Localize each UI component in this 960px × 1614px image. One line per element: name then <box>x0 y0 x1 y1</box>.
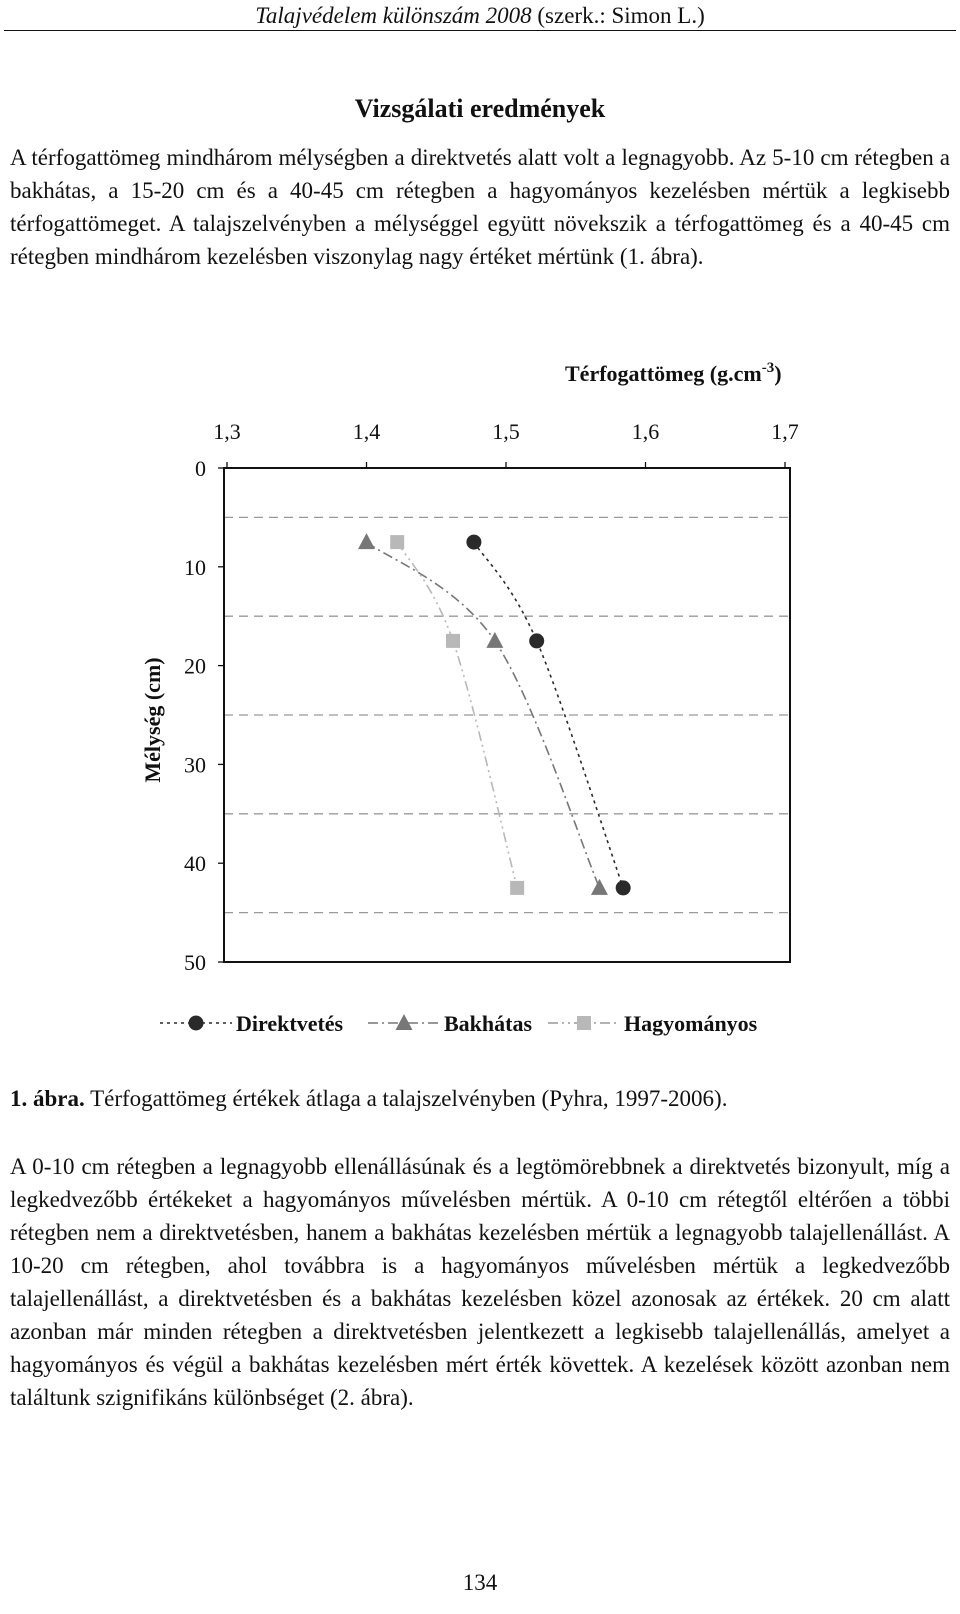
section-title: Vizsgálati eredmények <box>354 94 606 123</box>
data-point <box>591 879 608 895</box>
x-tick-label: 1,5 <box>492 419 520 444</box>
data-point <box>529 633 544 648</box>
y-axis-title: Mélység (cm) <box>140 657 165 783</box>
journal-name: Talajvédelem különszám 2008 <box>255 3 532 28</box>
editor-note: (szerk.: Simon L.) <box>537 3 705 28</box>
y-tick-label: 20 <box>184 653 206 679</box>
header-rule <box>4 30 956 31</box>
data-point <box>466 535 481 550</box>
data-point <box>446 634 460 648</box>
y-tick-label: 0 <box>195 456 206 481</box>
depth-density-chart <box>0 350 960 1075</box>
y-tick-label: 10 <box>184 554 206 580</box>
x-tick-label: 1,7 <box>771 419 799 444</box>
y-tick-label: 40 <box>184 851 206 877</box>
x-tick-label: 1,3 <box>213 419 241 444</box>
legend-label: Bakhátas <box>444 1011 533 1036</box>
paragraph-2: A 0-10 cm rétegben a legnagyobb ellenállásúnak és a legtömörebbnek a direktvetés bizonyult, míg a legkedvezőbb értékeket a hagyományos művelésben mértük. A 0-10 cm rétegtől eltérően a többi rétegben nem a direktvetésben, hanem a bakhátas kezelésben mértük a legnagyobb talajellenállást. A 10-20 cm rétegben, ahol továbbra is a hagyományos művelésben mértük a legkedvezőbb talajellenállást, a direktvetésben és a bakhátas kezelésben közel azonosak az értékek. 20 cm alatt azonban már minden rétegben a direktvetésben jelentkezett a legkisebb talajellenállás, amelyet a hagyományos és végül a bakhátas kezelésben mért érték követtek. A kezelések között azonban nem találtunk szignifikáns különbséget (2. ábra). <box>10 1154 950 1410</box>
figure-label: 1. ábra. <box>10 1086 85 1111</box>
legend-label: Hagyományos <box>624 1011 758 1036</box>
data-point <box>358 533 375 549</box>
data-point <box>510 881 524 895</box>
data-point <box>616 880 631 895</box>
plot-area <box>140 360 799 1036</box>
data-point <box>390 535 404 549</box>
legend-label: Direktvetés <box>236 1011 344 1036</box>
x-tick-label: 1,4 <box>352 419 381 444</box>
paragraph-1: A térfogattömeg mindhárom mélységben a direktvetés alatt volt a legnagyobb. Az 5-10 cm rétegben a bakhátas, a 15-20 cm és a 40-45 cm rétegben a hagyományos kezelésben mértük a legkisebb térfogattömeget. A talajszelvényben a mélységgel együtt növekszik a térfogattömeg és a 40-45 cm rétegben mindhárom kezelésben viszonylag nagy értéket mértünk (1. ábra). <box>10 145 950 269</box>
legend-marker <box>577 1016 591 1030</box>
legend-marker <box>396 1014 413 1030</box>
legend-marker <box>189 1016 204 1031</box>
figure-caption-text: Térfogattömeg értékek átlaga a talajszelvényben (Pyhra, 1997-2006). <box>90 1086 728 1111</box>
y-tick-label: 50 <box>184 950 206 975</box>
data-point <box>486 632 503 648</box>
figure-caption <box>10 1083 950 1115</box>
y-tick-label: 30 <box>184 752 206 778</box>
page-number: 134 <box>462 1570 498 1595</box>
x-tick-label: 1,6 <box>631 419 660 444</box>
x-axis-title: Térfogattömeg $(g.cm^{-3})$ <box>565 360 782 386</box>
